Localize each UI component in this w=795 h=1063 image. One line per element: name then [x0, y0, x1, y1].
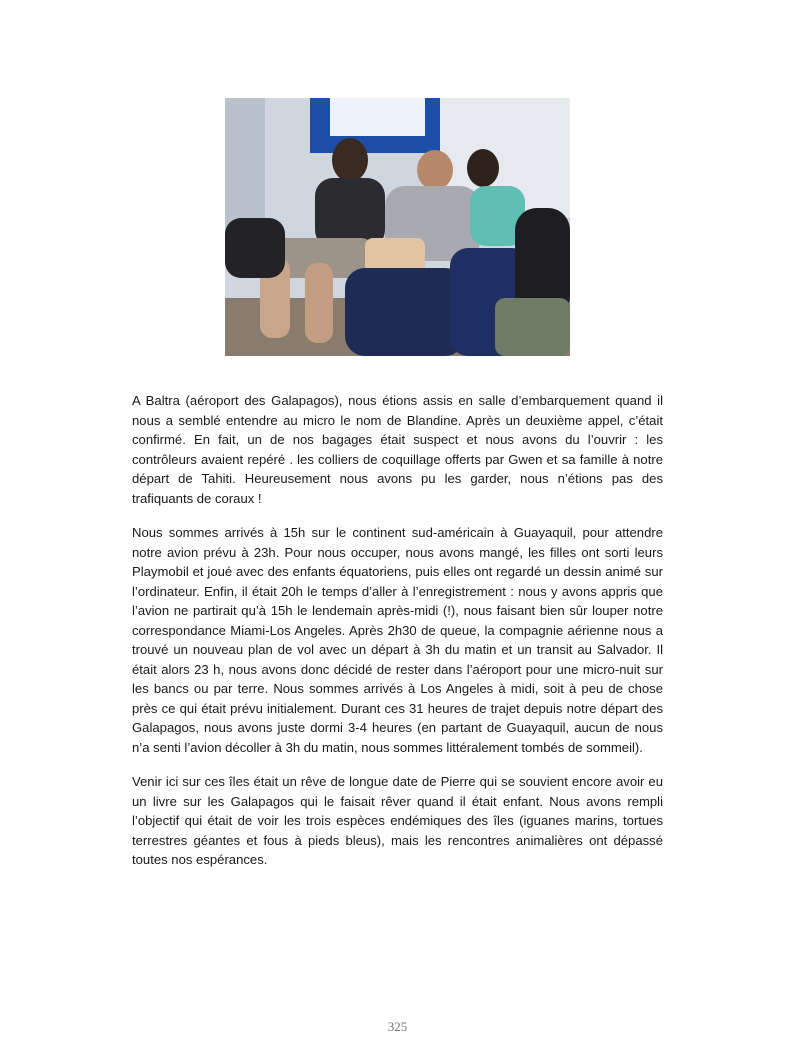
paragraph-baltra: A Baltra (aéroport des Galapagos), nous étions assis en salle d’embarquement quand il nous a semblé entendre au micro le nom de Blandine. Après un deuxième appel, c’était confirmé. En fait, un de nos bagages était suspect et nous avons du l’ouvrir : les contrôleurs avaient repéré . les colliers de coquillage offerts par Gwen et sa famille à notre départ de Tahiti. Heureusement nous avons pu les garder, nous n’étions pas des trafiquants de coraux !: [132, 393, 663, 506]
photo-illustration-icon: [225, 98, 570, 356]
body-text: [132, 391, 663, 885]
photo-travelers-sleeping: [225, 98, 570, 356]
paragraph-dream: Venir ici sur ces îles était un rêve de longue date de Pierre qui se souvient encore avoir eu un livre sur les Galapagos qui le faisait rêver quand il était enfant. Nous avons rempli l’objectif qui était de voir les trois espèces endémiques des îles (iguanes marins, tortues terrestres géantes et fous à pieds bleus), mais les rencontres animalières ont dépassé toutes nos espérances.: [132, 774, 663, 867]
page-number: 325: [387, 1019, 408, 1034]
paragraph-guayaquil: Nous sommes arrivés à 15h sur le continent sud-américain à Guayaquil, pour attendre notre avion prévu à 23h. Pour nous occuper, nous avons mangé, les filles ont sorti leurs Playmobil et joué avec des enfants équatoriens, puis elles ont regardé un dessin animé sur l’ordinateur. Enfin, il était 20h le temps d’aller à l’enregistrement : nous y avons appris que l’avion ne partirait qu’à 15h le lendemain après-midi (!), nous faisant bien sûr louper notre correspondance Miami-Los Angeles. Après 2h30 de queue, la compagnie aérienne nous a trouvé un nouveau plan de vol avec un départ à 3h du matin et un transit au Salvador. Il était alors 23 h, nous avons donc décidé de rester dans l’aéroport pour une micro-nuit sur les bancs ou par terre. Nous sommes arrivés à Los Angeles à midi, soit à peu de chose près ce qui était prévu initialement. Durant ces 31 heures de trajet depuis notre départ des Galapagos, nous avons juste dormi 3-4 heures (en partant de Guayaquil, aucun de nous n’a senti l’avion décoller à 3h du matin, nous sommes littéralement tombés de sommeil).: [132, 525, 663, 755]
